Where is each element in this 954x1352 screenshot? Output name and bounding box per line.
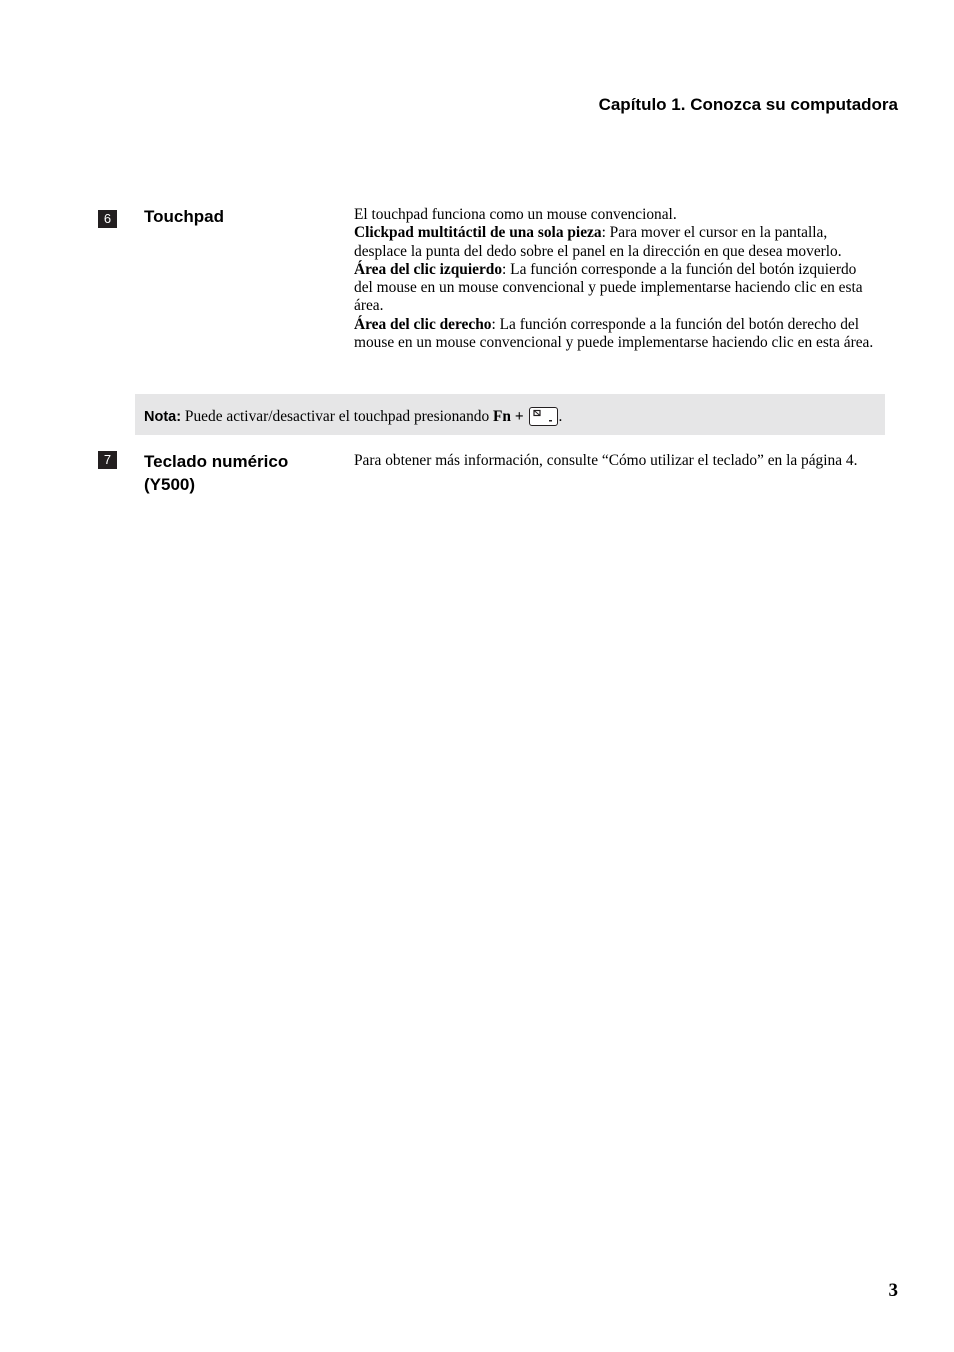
entry-heading: Área del clic izquierdo bbox=[354, 260, 503, 278]
numeric-keypad-text: Para obtener más información, consulte “Cómo utilizar el teclado” en la página 4. bbox=[354, 452, 858, 469]
entry-text: : Para mover el cursor en la pantalla, desplace la punta del dedo sobre el panel en la dirección en que desea moverlo. bbox=[354, 224, 842, 260]
term-touchpad: Touchpad bbox=[144, 207, 224, 226]
note-body: Puede activar/desactivar el touchpad presionando bbox=[181, 408, 494, 425]
item-number-badge: 7 bbox=[98, 451, 117, 469]
touchpad-intro: El touchpad funciona como un mouse convencional. bbox=[354, 206, 677, 223]
touchpad-entry bbox=[354, 316, 876, 353]
note-end: . bbox=[558, 408, 563, 425]
entry-text: : La función corresponde a la función del botón izquierdo del mouse en un mouse convencional y puede implementarse haciendo clic en esta área. bbox=[354, 260, 863, 315]
note-text bbox=[144, 407, 562, 426]
entry-heading: Clickpad multitáctil de una sola pieza bbox=[354, 224, 602, 242]
term-numeric-keypad bbox=[144, 450, 334, 496]
note-box bbox=[135, 394, 885, 435]
chapter-title: Capítulo 1. Conozca su computadora bbox=[598, 95, 898, 114]
touchpad-entry bbox=[354, 224, 876, 261]
key-combo: Fn + bbox=[493, 408, 524, 425]
touchpad-description bbox=[354, 206, 876, 352]
item-number-badge: 6 bbox=[98, 210, 117, 228]
term-line: (Y500) bbox=[144, 475, 196, 494]
touchpad-toggle-key-icon bbox=[529, 407, 558, 426]
numeric-keypad-description bbox=[354, 452, 876, 470]
touchpad-entry bbox=[354, 261, 876, 316]
entry-text: : La función corresponde a la función del botón derecho del mouse en un mouse convencional y puede implementarse haciendo clic en esta área. bbox=[354, 315, 874, 352]
note-label: Nota: bbox=[144, 409, 182, 425]
entry-heading: Área del clic derecho bbox=[354, 315, 492, 333]
page-number: 3 bbox=[888, 1280, 898, 1301]
term-line: Teclado numérico bbox=[144, 452, 289, 471]
